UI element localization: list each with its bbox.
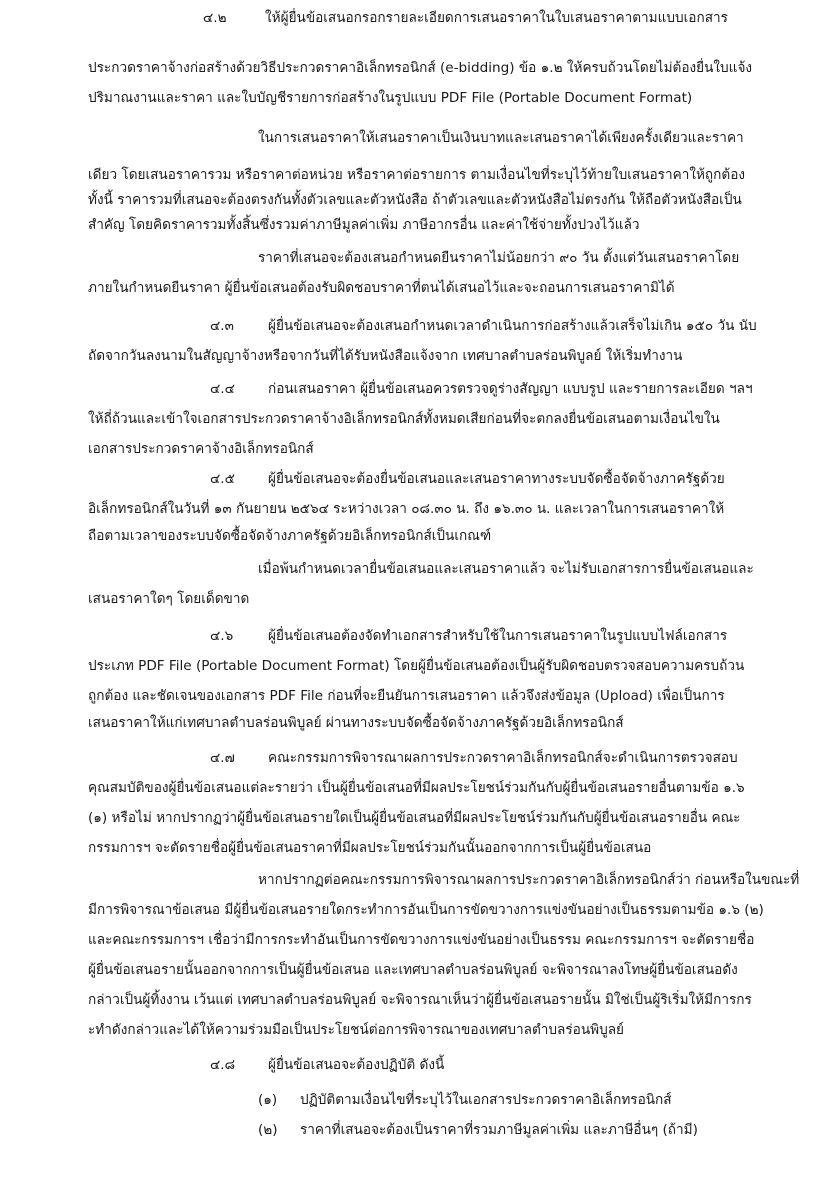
line-text: ถัดจากวันลงนามในสัญญาจ้างหรือจากวันที่ได้รับหนังสือแจ้งจาก เทศบาลตำบลร่อนพิบูลย์ ให้เริ่มทำงาน (88, 348, 683, 364)
line-text: ผู้ยื่นข้อเสนอต้องจัดทำเอกสารสำหรับใช้ในการเสนอราคาในรูปแบบไฟล์เอกสาร (268, 628, 728, 644)
line-text: ให้ผู้ยื่นข้อเสนอกรอกรายละเอียดการเสนอราคาในใบเสนอราคาตามแบบเอกสาร (265, 10, 728, 26)
text-line (88, 88, 692, 108)
text-line (258, 128, 744, 148)
clause-number: ๔.๓ (210, 318, 234, 334)
text-line (88, 930, 754, 950)
line-text: กล่าวเป็นผู้ทิ้งงาน เว้นแต่ เทศบาลตำบลร่อนพิบูลย์ จะพิจารณาเห็นว่าผู้ยื่นข้อเสนอรายนั้น มิใช่เป็นผู้ริเริ่มให้มีการกร (88, 992, 752, 1008)
line-text: อิเล็กทรอนิกส์ในวันที่ ๑๓ กันยายน ๒๕๖๔ ระหว่างเวลา ๐๘.๓๐ น. ถึง ๑๖.๓๐ น. และเวลาในการเสนอราคาให้ (88, 501, 725, 517)
line-text: ถือตามเวลาของระบบจัดซื้อจัดจ้างภาครัฐด้วยอิเล็กทรอนิกส์เป็นเกณฑ์ (88, 528, 492, 544)
line-text: ปฏิบัติตามเงื่อนไขที่ระบุไว้ในเอกสารประกวดราคาอิเล็กทรอนิกส์ (300, 1092, 672, 1108)
text-line (88, 526, 491, 546)
line-text: สำคัญ โดยคิดราคารวมทั้งสิ้นซึ่งรวมค่าภาษีมูลค่าเพิ่ม ภาษีอากรอื่น และค่าใช้จ่ายทั้งปวงไว้แล้ว (88, 217, 640, 233)
text-line (88, 900, 764, 920)
line-text: เสนอราคาให้แก่เทศบาลตำบลร่อนพิบูลย์ ผ่านทางระบบจัดซื้อจัดจ้างภาครัฐด้วยอิเล็กทรอนิกส์ (88, 715, 624, 731)
text-line (88, 778, 745, 798)
line-text: เอกสารประกวดราคาจ้างอิเล็กทรอนิกส์ (88, 441, 314, 457)
line-text: ผู้ยื่นข้อเสนอจะต้องยื่นข้อเสนอและเสนอราคาทางระบบจัดซื้อจัดจ้างภาครัฐด้วย (268, 471, 725, 487)
line-text: เดียว โดยเสนอราคารวม หรือราคาต่อหน่วย หรือราคาต่อรายการ ตามเงื่อนไขที่ระบุไว้ท้ายใบเสนอราคาให้ถูกต้อง (88, 167, 746, 183)
line-text: กรรมการฯ จะตัดรายชื่อผู้ยื่นข้อเสนอราคาที่มีผลประโยชน์ร่วมกันนั้นออกจากการเป็นผู้ยื่นข้อเสนอ (88, 840, 652, 856)
text-line (88, 409, 720, 429)
text-line (88, 278, 675, 298)
text-line (88, 713, 624, 733)
text-line (203, 8, 728, 28)
text-line (88, 656, 744, 676)
line-text: มีการพิจารณาข้อเสนอ มีผู้ยื่นข้อเสนอรายใดกระทำการอันเป็นการขัดขวางการแข่งขันอย่างเป็นธรรมตามข้อ ๑.๖ (๒) (88, 902, 764, 918)
text-line (88, 439, 314, 459)
clause-number: ๔.๔ (210, 381, 235, 397)
text-line (88, 838, 651, 858)
line-text: ราคาที่เสนอจะต้องเป็นราคาที่รวมภาษีมูลค่าเพิ่ม และภาษีอื่นๆ (ถ้ามี) (300, 1122, 698, 1138)
line-text: ผู้ยื่นข้อเสนอจะต้องเสนอกำหนดเวลาดำเนินการก่อสร้างแล้วเสร็จไม่เกิน ๑๕๐ วัน นับ (268, 318, 757, 334)
text-line (258, 248, 739, 268)
line-text: เสนอราคาใดๆ โดยเด็ดขาด (88, 591, 250, 607)
line-text: คุณสมบัติของผู้ยื่นข้อเสนอแต่ละรายว่า เป็นผู้ยื่นข้อเสนอที่มีผลประโยชน์ร่วมกันกับผู้ยื่นข้อเสนอรายอื่นตามข้อ ๑.๖ (88, 780, 745, 796)
line-text: ผู้ยื่นข้อเสนอรายนั้นออกจากการเป็นผู้ยื่นข้อเสนอ และเทศบาลตำบลร่อนพิบูลย์ จะพิจารณาลงโทษผู้ยื่นข้อเสนอดัง (88, 962, 738, 978)
text-line (210, 1055, 444, 1075)
line-text: คณะกรรมการพิจารณาผลการประกวดราคาอิเล็กทรอนิกส์จะดำเนินการตรวจสอบ (268, 750, 738, 766)
text-line (88, 190, 742, 210)
text-line (88, 58, 752, 78)
line-text: และคณะกรรมการฯ เชื่อว่ามีการกระทำอันเป็นการขัดขวางการแข่งขันอย่างเป็นธรรม คณะกรรมการฯ จะตัดรายชื่อ (88, 932, 755, 948)
text-line (210, 469, 725, 489)
line-text: ประกวดราคาจ้างก่อสร้างด้วยวิธีประกวดราคาอิเล็กทรอนิกส์ (e-bidding) ข้อ ๑.๒ ให้ครบถ้วนโดยไม่ต้องยื่นใบแจ้ง (88, 60, 753, 76)
line-text: ภายในกำหนดยืนราคา ผู้ยื่นข้อเสนอต้องรับผิดชอบราคาที่ตนได้เสนอไว้และจะถอนการเสนอราคามิได้ (88, 280, 675, 296)
clause-number: ๔.๒ (203, 10, 227, 26)
line-text: ในการเสนอราคาให้เสนอราคาเป็นเงินบาทและเสนอราคาได้เพียงครั้งเดียวและราคา (258, 130, 744, 146)
line-text: (๑) หรือไม่ หากปรากฏว่าผู้ยื่นข้อเสนอรายใดเป็นผู้ยื่นข้อเสนอที่มีผลประโยชน์ร่วมกันกับผู้ยื่นข้อเสนอรายอื่น คณะ (88, 810, 741, 826)
line-text: ผู้ยื่นข้อเสนอจะต้องปฏิบัติ ดังนี้ (268, 1057, 445, 1073)
text-line (210, 626, 727, 646)
text-line (88, 1020, 624, 1040)
text-line (88, 499, 724, 519)
text-line (210, 316, 757, 336)
line-text: เมื่อพ้นกำหนดเวลายื่นข้อเสนอและเสนอราคาแล้ว จะไม่รับเอกสารการยื่นข้อเสนอและ (258, 561, 754, 577)
text-line (88, 808, 740, 828)
clause-number: ๔.๖ (210, 628, 234, 644)
text-line (88, 589, 249, 609)
text-line (88, 215, 640, 235)
line-text: ก่อนเสนอราคา ผู้ยื่นข้อเสนอควรตรวจดูร่างสัญญา แบบรูป และรายการละเอียด ฯลฯ (268, 381, 753, 397)
clause-number: (๒) (258, 1122, 278, 1138)
text-line (210, 379, 753, 399)
line-text: ราคาที่เสนอจะต้องเสนอกำหนดยืนราคาไม่น้อยกว่า ๙๐ วัน ตั้งแต่วันเสนอราคาโดย (258, 250, 740, 266)
line-text: ถูกต้อง และชัดเจนของเอกสาร PDF File ก่อนที่จะยืนยันการเสนอราคา แล้วจึงส่งข้อมูล (Upload) เพื่อเป็นการ (88, 688, 725, 704)
text-line (258, 1120, 698, 1140)
text-line (88, 960, 738, 980)
clause-number: ๔.๗ (210, 750, 235, 766)
text-line (88, 346, 682, 366)
clause-number: (๑) (258, 1092, 278, 1108)
text-line (210, 748, 738, 768)
line-text: ะทำดังกล่าวและได้ให้ความร่วมมือเป็นประโยชน์ต่อการพิจารณาของเทศบาลตำบลร่อนพิบูลย์ (88, 1022, 625, 1038)
text-line (258, 1090, 672, 1110)
line-text: ประเภท PDF File (Portable Document Format) โดยผู้ยื่นข้อเสนอต้องเป็นผู้รับผิดชอบตรวจสอบความครบถ้วน (88, 658, 745, 674)
text-line (88, 165, 745, 185)
text-line (88, 990, 752, 1010)
line-text: ปริมาณงานและราคา และใบบัญชีรายการก่อสร้างในรูปแบบ PDF File (Portable Document Format) (88, 90, 693, 106)
text-line (88, 686, 725, 706)
line-text: ทั้งนี้ ราคารวมที่เสนอจะต้องตรงกันทั้งตัวเลขและตัวหนังสือ ถ้าตัวเลขและตัวหนังสือไม่ตรงกัน ให้ถือตัวหนังสือเป็น (88, 192, 742, 208)
text-line (258, 870, 799, 890)
clause-number: ๔.๘ (210, 1057, 236, 1073)
clause-number: ๔.๕ (210, 471, 235, 487)
line-text: ให้ถี่ถ้วนและเข้าใจเอกสารประกวดราคาจ้างอิเล็กทรอนิกส์ทั้งหมดเสียก่อนที่จะตกลงยื่นข้อเสนอตามเงื่อนไขใน (88, 411, 720, 427)
line-text: หากปรากฏต่อคณะกรรมการพิจารณาผลการประกวดราคาอิเล็กทรอนิกส์ว่า ก่อนหรือในขณะที่ (258, 872, 800, 888)
text-line (258, 559, 754, 579)
